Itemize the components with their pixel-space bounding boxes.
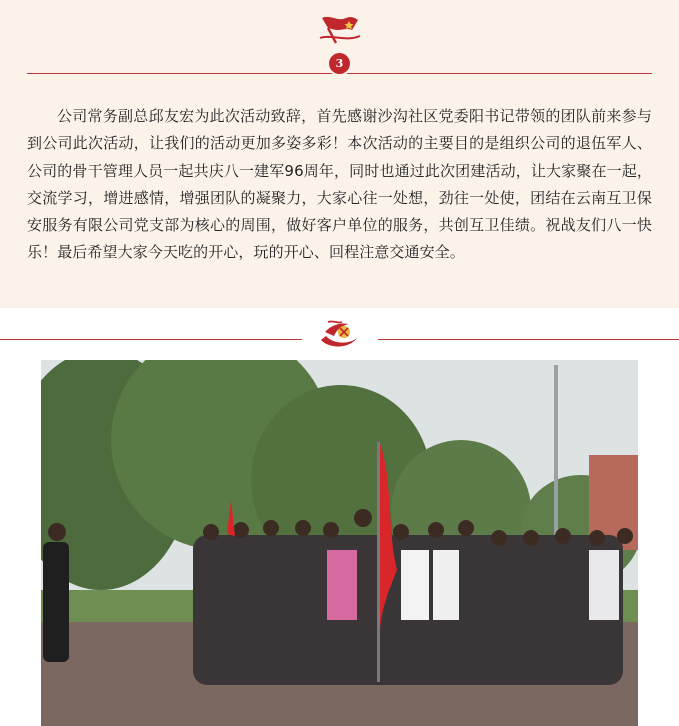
section-number-badge: 3 <box>329 53 350 74</box>
content-panel <box>0 0 679 308</box>
section-paragraph: 公司常务副总邱友宏为此次活动致辞，首先感谢沙沟社区党委阳书记带领的团队前来参与到公司此次活动，让我们的活动更加多姿多彩！本次活动的主要目的是组织公司的退伍军人、公司的骨干管理人员一起共庆八一建军96周年，同时也通过此次团建活动，让大家聚在一起，交流学习，增进感情，增强团队的凝聚力，大家心往一处想，劲往一处使，团结在云南互卫保安服务有限公司党支部为核心的周围，做好客户单位的服务，共创互卫佳绩。祝战友们八一快乐！最后希望大家今天吃的开心，玩的开心、回程注意交通安全。 <box>27 107 652 262</box>
event-photo <box>41 360 638 726</box>
divider-line-left <box>0 339 302 340</box>
party-emblem-icon <box>318 318 360 352</box>
divider-line-right <box>378 339 679 340</box>
red-flag-icon <box>316 12 364 46</box>
group-photo-illustration <box>41 360 638 726</box>
